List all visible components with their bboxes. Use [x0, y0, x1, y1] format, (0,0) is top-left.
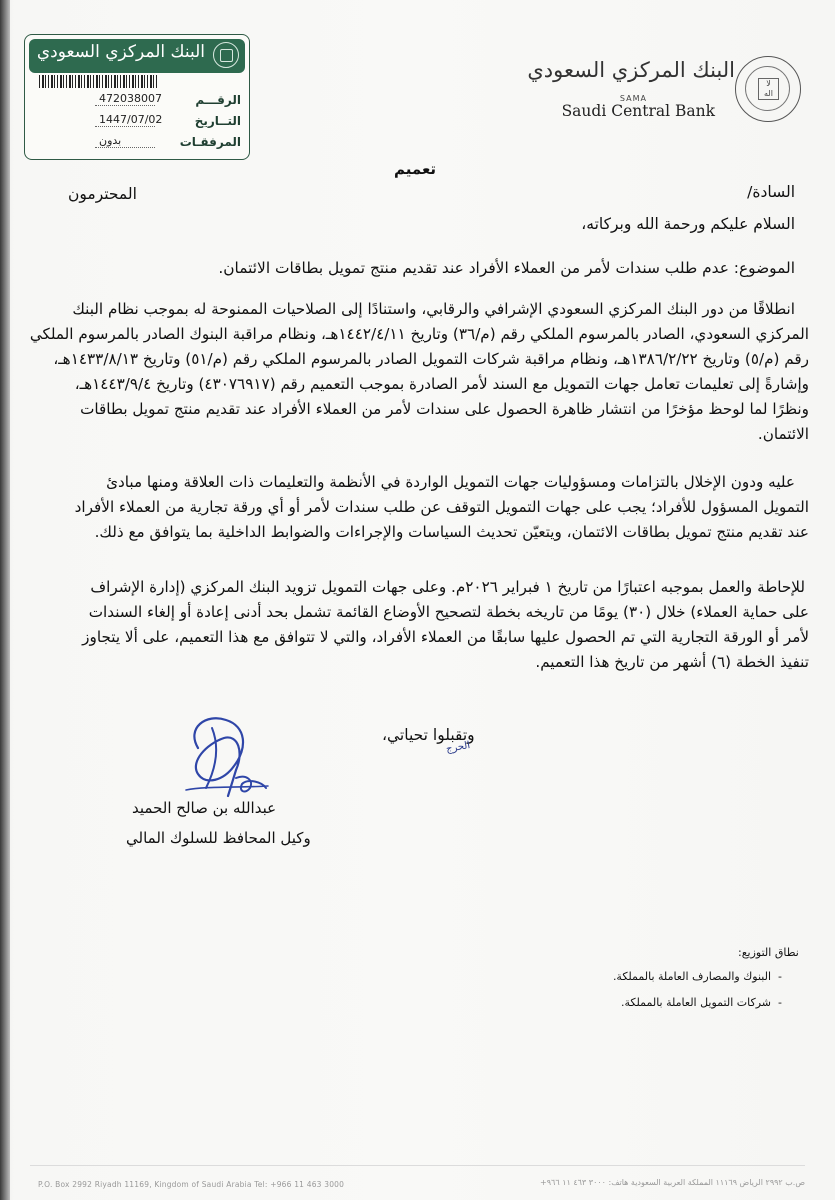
paragraph-line: الائتمان. [757, 425, 809, 443]
distribution-item: شركات التمويل العاملة بالمملكة. [621, 996, 771, 1009]
paragraph-line: للإحاطة والعمل بموجبه اعتبارًا من تاريخ ١ فبراير ٢٠٢٦م. وعلى جهات التمويل تزويد البنك المركزي (إدارة الإشراف [90, 578, 805, 596]
stamp-attachments-row [31, 135, 241, 153]
letterhead-arabic-name: البنك المركزي السعودي [527, 58, 735, 82]
reference-stamp [24, 34, 250, 160]
paragraph-line: المركزي السعودي، الصادر بالمرسوم الملكي رقم (م/٣٦) وتاريخ ١٤٤٢/٤/١١هـ، ونظام مراقبة البنوك الصادر بالمرسوم الملكي [29, 325, 809, 343]
initials-mark: الحرج [445, 739, 472, 756]
central-bank-seal-icon: لا اله [735, 56, 801, 122]
stamp-date-row [31, 114, 241, 132]
handwritten-signature [176, 708, 276, 800]
stamp-attachments-value: بدون [99, 134, 122, 147]
letter-heading: تعميم [394, 160, 437, 178]
paragraph-line: ونظرًا لما لوحظ مؤخرًا من انتشار ظاهرة الحصول على سندات لأمر من العملاء الأفراد عند تقديم منتج تمويل بطاقات [80, 400, 809, 418]
paragraph-line: تنفيذ الخطة (٦) أشهر من تاريخ هذا التعميم. [535, 653, 809, 671]
bullet-dash: - [778, 996, 782, 1009]
signer-name: عبدالله بن صالح الحميد [132, 799, 277, 817]
greeting: السلام عليكم ورحمة الله وبركاته، [581, 215, 795, 233]
paragraph-line: انطلاقًا من دور البنك المركزي السعودي الإشرافي والرقابي، واستنادًا إلى الصلاحيات الممنوحة له بموجب نظام البنك [72, 300, 795, 318]
stamp-date-label: التــاريخ [194, 114, 241, 128]
respected-label: المحترمون [68, 185, 137, 203]
stamp-number-label: الرقـــم [195, 93, 241, 107]
stamp-date-value: 1447/07/02 [99, 113, 163, 126]
barcode-icon [39, 75, 159, 88]
subject-line: الموضوع: عدم طلب سندات لأمر من العملاء الأفراد عند تقديم منتج تمويل بطاقات الائتمان. [218, 259, 795, 277]
paragraph-line: عليه ودون الإخلال بالتزامات ومسؤوليات جهات التمويل الواردة في الأنظمة والتعليمات ذات العلاقة ومنها مبادئ [106, 473, 795, 491]
stamp-number-row [31, 93, 241, 111]
letterhead-english-name: Saudi Central Bank [561, 102, 715, 120]
distribution-title: نطاق التوزيع: [738, 946, 799, 959]
footer-arabic-address: ص.ب ٢٩٩٢ الرياض ١١١٦٩ المملكة العربية السعودية هاتف: ٣٠٠٠ ٤٦٣ ١١ ٩٦٦+ [540, 1178, 805, 1187]
paragraph-line: التمويل المسؤول للأفراد؛ يجب على جهات التمويل التوقف عن طلب سندات لأمر أو أي ورقة تجارية من العملاء الأفراد [74, 498, 809, 516]
bank-emblem-icon [213, 42, 239, 68]
letterhead-sama: SAMA [619, 94, 647, 103]
stamp-attachments-label: المرفقـات [179, 135, 241, 149]
paragraph-line: وإشارةً إلى تعليمات تعامل جهات التمويل مع السند لأمر الصادرة بموجب التعميم رقم (٤٣٠٧٦٩١٧) وتاريخ ١٤٤٣/٩/٤هـ، [74, 375, 809, 393]
paragraph-line: لأمر أو الورقة التجارية التي تم الحصول عليها سابقًا من العملاء الأفراد، والتي لا تتوافق مع هذا التعميم، على ألا يتجاوز [82, 628, 809, 646]
page-edge-shadow [0, 0, 10, 1200]
paragraph-line: عند تقديم منتج تمويل بطاقات الائتمان، ويتعيّن تحديث السياسات والإجراءات والضوابط الداخلية بما يتوافق مع ذلك. [94, 523, 809, 541]
footer-english-address: P.O. Box 2992 Riyadh 11169, Kingdom of Saudi Arabia Tel: +966 11 463 3000 [38, 1180, 345, 1189]
stamp-bank-name: البنك المركزي السعودي [36, 42, 205, 62]
bullet-dash: - [778, 970, 782, 983]
paragraph-line: على حماية العملاء) خلال (٣٠) يومًا من تاريخه بخطة لتصحيح الأوضاع القائمة تشمل بحد أدنى إعادة أو إلغاء السندات [88, 603, 809, 621]
closing-line: وتقبلوا تحياتي، [382, 726, 475, 744]
stamp-number-value: 472038007 [99, 92, 162, 105]
footer-divider [30, 1165, 805, 1166]
paragraph-line: رقم (م/٥) وتاريخ ١٣٨٦/٢/٢٢هـ، ونظام مراقبة شركات التمويل الصادر بالمرسوم الملكي رقم (م/٥١) وتاريخ ١٤٣٣/٨/١٣هـ، [53, 350, 809, 368]
signer-title: وكيل المحافظ للسلوك المالي [126, 829, 311, 847]
stamp-header [29, 39, 245, 73]
distribution-item: البنوك والمصارف العاملة بالمملكة. [612, 970, 771, 983]
addressee: السادة/ [747, 183, 795, 201]
